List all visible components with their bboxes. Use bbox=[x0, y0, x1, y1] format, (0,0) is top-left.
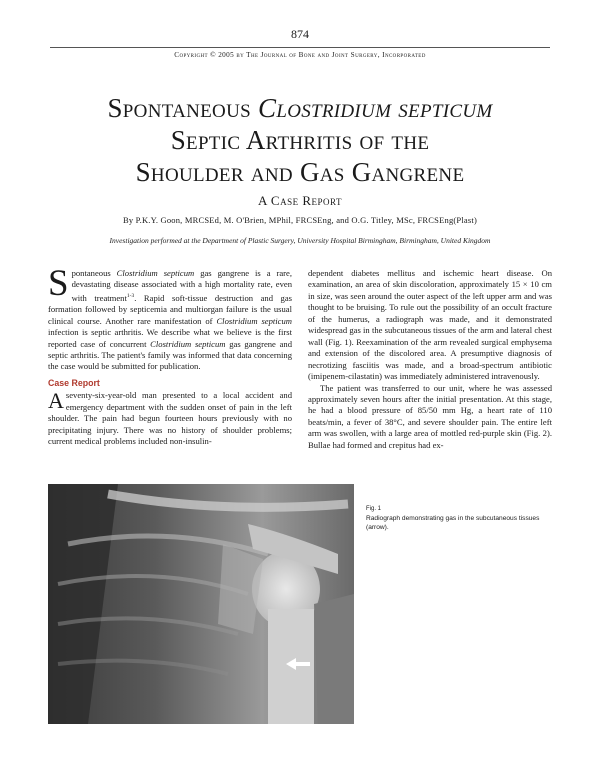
drop-cap: A bbox=[48, 388, 64, 414]
intro-text: infection is septic arthritis. We describe what we believe is the first reported case of concurrent bbox=[48, 327, 292, 349]
intro-organism: Clostridium septicum bbox=[150, 338, 226, 349]
section-heading-case-report: Case Report bbox=[48, 377, 100, 388]
title-line-3: Shoulder and Gas Gangrene bbox=[135, 157, 465, 187]
radiograph-figure bbox=[48, 484, 354, 724]
figure-label: Fig. 1 bbox=[366, 506, 382, 512]
intro-text: pontaneous bbox=[71, 268, 117, 278]
figure-caption: Radiograph demonstrating gas in the subcutaneous tissues (arrow). bbox=[366, 515, 540, 531]
affiliation: Investigation performed at the Department of Plastic Surgery, University Hospital Birmingham, Birmingham, United Kingdom bbox=[109, 236, 491, 245]
drop-cap: S bbox=[48, 263, 69, 304]
article-subtitle: A Case Report bbox=[258, 193, 342, 208]
case-text: seventy-six-year-old man presented to a local accident and emergency department with the sudden onset of pain in the left shoulder. The pain had begun fourteen hours previously with no precipitating injury. There was no history of shoulder problems; current medical problems included non-insulin- bbox=[48, 390, 292, 447]
title-line-2: Septic Arthritis of the bbox=[170, 125, 430, 155]
case-paragraph bbox=[48, 390, 292, 447]
author-list: By P.K.Y. Goon, MRCSEd, M. O'Brien, MPhil, FRCSEng, and O.G. Titley, MSc, FRCSEng(Plast) bbox=[122, 215, 477, 225]
left-column bbox=[48, 263, 293, 448]
intro-organism: Clostridium septicum bbox=[116, 268, 195, 278]
copyright-line: Copyright © 2005 by The Journal of Bone and Joint Surgery, Incorporated bbox=[174, 51, 426, 59]
reference-marker: 1-3 bbox=[126, 292, 135, 299]
intro-text: gas gangrene is a rare, devastating disease associated with a high mortality rate, even with treatment bbox=[71, 268, 292, 303]
page-number: 874 bbox=[291, 27, 309, 41]
intro-paragraph bbox=[48, 263, 293, 373]
body-paragraph: dependent diabetes mellitus and ischemic heart disease. On examination, an area of skin discoloration, approximately 15 × 10 cm in size, was seen around the outer aspect of the left upper arm and was thought to be bruising. To rule out the possibility of an occult fracture of the humerus, a radiograph was made, and it demonstrated widespread gas in the subcutaneous tissues of the arm and lateral chest wall (Fig. 1). Reexamination of the arm revealed surgical emphysema and extension of the discolored area. A presumptive diagnosis of necrotizing fasciitis was made, and a broad-spectrum antibiotic (imipenem-cilastatin) was immediately administered intravenously. bbox=[308, 268, 552, 382]
title-italic-part: Clostridium septicum bbox=[258, 93, 493, 123]
right-column bbox=[308, 268, 552, 451]
intro-text: . Rapid soft-tissue destruction and gas formation followed by septicemia and multiorgan failure is the usual clinical course. Another rare manifestation of bbox=[48, 292, 292, 326]
radiograph-image bbox=[48, 484, 354, 724]
title-part: Spontaneous bbox=[107, 93, 259, 123]
intro-organism: Clostridium septicum bbox=[216, 315, 293, 326]
body-paragraph: The patient was transferred to our unit, where he was assessed approximately seven hours after the initial presentation. At this stage, he had a blood pressure of 85/50 mm Hg, a heart rate of 110 beats/min, a fever of 38°C, and severe shoulder pain. The entire left arm was swollen, with a large area of mottled red-purple skin (Fig. 2). Bullae had formed and crepitus had ex- bbox=[308, 382, 552, 450]
intro-text: gas gangrene and septic arthritis. The patient's family was informed that data concerning the case would be submitted for publication. bbox=[48, 338, 292, 372]
header-rule bbox=[50, 47, 550, 48]
article-title bbox=[40, 92, 560, 188]
